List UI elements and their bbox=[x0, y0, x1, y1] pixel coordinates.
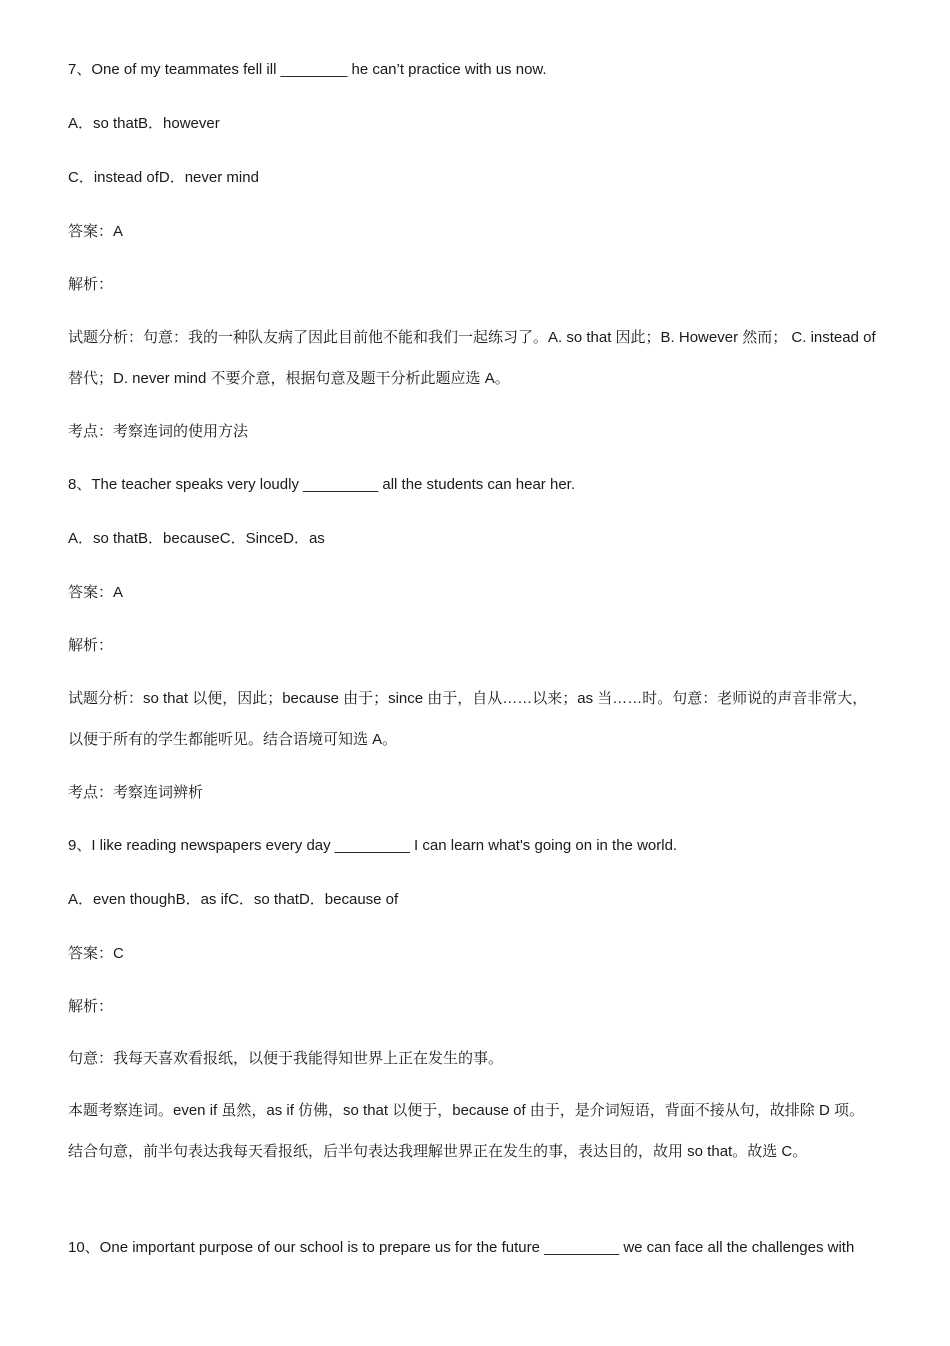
question-7-answer: 答案：A bbox=[68, 223, 124, 240]
question-9-analysis: 本题考察连词。even if 虽然，as if 仿佛，so that 以便于，because of 由于，是介词短语，背面不接从句，故排除 D 项。结合句意，前半句表达我每天看报纸，后半句表达我理解世界正在发生的事，表达目的，故用 so that。故选 C。 bbox=[68, 1102, 864, 1160]
question-9-options: A．even thoughB．as ifC．so thatD．because of bbox=[68, 891, 399, 908]
question-9-answer: 答案：C bbox=[68, 945, 124, 962]
question-8-options: A．so thatB．becauseC．SinceD．as bbox=[68, 530, 325, 547]
question-8-answer: 答案：A bbox=[68, 584, 124, 601]
question-7-stem: 7、One of my teammates fell ill ________ he can’t practice with us now. bbox=[68, 61, 547, 78]
question-9-stem: 9、I like reading newspapers every day _________ I can learn what's going on in the world. bbox=[68, 837, 678, 854]
question-7-analysis-label: 解析： bbox=[68, 276, 114, 293]
question-9-meaning: 句意：我每天喜欢看报纸，以便于我能得知世界上正在发生的事。 bbox=[68, 1050, 504, 1067]
question-7-point: 考点：考察连词的使用方法 bbox=[68, 423, 249, 440]
question-9-analysis-label: 解析： bbox=[68, 998, 114, 1015]
question-10-stem: 10、One important purpose of our school is to prepare us for the future _________ we can face all the challenges with bbox=[68, 1239, 855, 1256]
question-7-options-ab: A．so thatB．however bbox=[68, 115, 220, 132]
question-8-stem: 8、The teacher speaks very loudly _________ all the students can hear her. bbox=[68, 476, 575, 493]
question-7-options-cd: C．instead ofD．never mind bbox=[68, 169, 259, 186]
question-8-analysis: 试题分析：so that 以便，因此；because 由于；since 由于，自从……以来；as 当……时。句意：老师说的声音非常大，以便于所有的学生都能听见。结合语境可知选 A。 bbox=[68, 690, 868, 748]
question-8-point: 考点：考察连词辨析 bbox=[68, 784, 204, 801]
question-8-analysis-label: 解析： bbox=[68, 637, 114, 654]
question-7-analysis: 试题分析：句意：我的一种队友病了因此目前他不能和我们一起练习了。A. so that 因此；B. However 然而； C. instead of 替代；D. never mind 不要介意，根据句意及题干分析此题应选 A。 bbox=[68, 329, 876, 387]
